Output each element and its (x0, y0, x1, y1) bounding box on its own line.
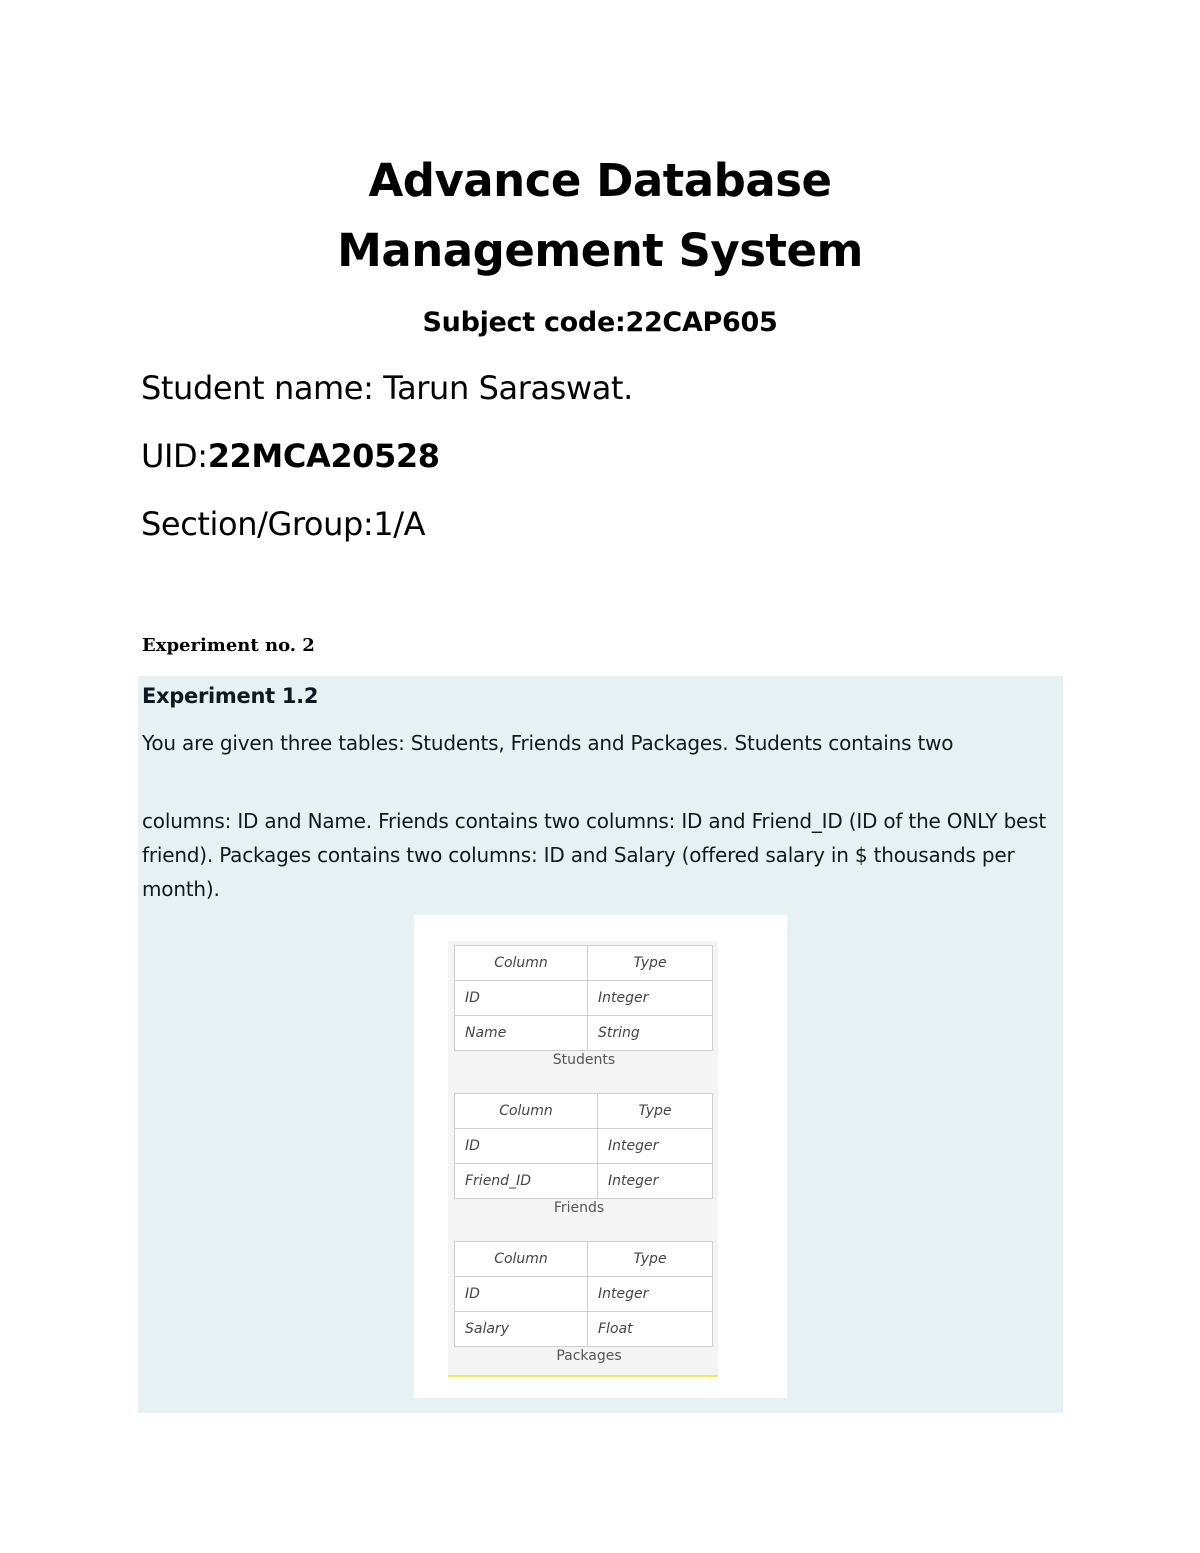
table-cell: Integer (588, 1277, 713, 1312)
schema-figure-inner (448, 941, 718, 1377)
type-header: Type (588, 946, 713, 981)
table-cell: Integer (598, 1164, 713, 1199)
table-row (455, 1277, 713, 1312)
problem-paragraph-2: columns: ID and Name. Friends contains two columns: ID and Friend_ID (ID of the ONLY best friend). Packages contains two columns: ID and Salary (offered salary in $ thousands per month). (142, 809, 1047, 901)
packages-table (454, 1241, 713, 1347)
experiment-subheading: Experiment 1.2 (142, 684, 319, 708)
table-row (455, 1016, 713, 1051)
table-cell: Name (455, 1016, 588, 1051)
table-row (455, 1129, 713, 1164)
table-cell: ID (455, 981, 588, 1016)
schema-figure (414, 915, 787, 1398)
experiment-heading: Experiment no. 2 (142, 635, 315, 656)
table-cell: Friend_ID (455, 1164, 598, 1199)
friends-table (454, 1093, 713, 1199)
table-header-row (455, 1094, 713, 1129)
type-header: Type (588, 1242, 713, 1277)
table-cell: ID (455, 1129, 598, 1164)
document-title: Advance Database Management System (337, 154, 863, 277)
table-row (455, 1312, 713, 1347)
students-table (454, 945, 713, 1051)
column-header: Column (455, 1242, 588, 1277)
table-cell: Integer (598, 1129, 713, 1164)
problem-paragraph-1: You are given three tables: Students, Friends and Packages. Students contains two (142, 731, 954, 755)
table-header-row (455, 946, 713, 981)
packages-schema (454, 1241, 714, 1365)
column-header: Column (455, 946, 588, 981)
type-header: Type (598, 1094, 713, 1129)
table-caption: Packages (556, 1348, 622, 1364)
student-uid (141, 434, 440, 478)
table-header-row (455, 1242, 713, 1277)
experiment-panel (138, 676, 1063, 1413)
table-cell: Integer (588, 981, 713, 1016)
table-row (455, 1164, 713, 1199)
table-caption: Friends (553, 1200, 605, 1216)
table-caption: Students (552, 1052, 616, 1068)
uid-value: 22MCA20528 (207, 437, 440, 475)
students-schema (454, 945, 714, 1069)
table-cell: Float (588, 1312, 713, 1347)
uid-label: UID: (141, 437, 208, 475)
table-cell: Salary (455, 1312, 588, 1347)
friends-schema (454, 1093, 714, 1217)
column-header: Column (455, 1094, 598, 1129)
table-cell: ID (455, 1277, 588, 1312)
table-row (455, 981, 713, 1016)
student-name: Student name: Tarun Saraswat. (141, 369, 633, 407)
table-cell: String (588, 1016, 713, 1051)
section-group: Section/Group:1/A (141, 505, 426, 543)
subject-code: Subject code:22CAP605 (422, 307, 778, 338)
